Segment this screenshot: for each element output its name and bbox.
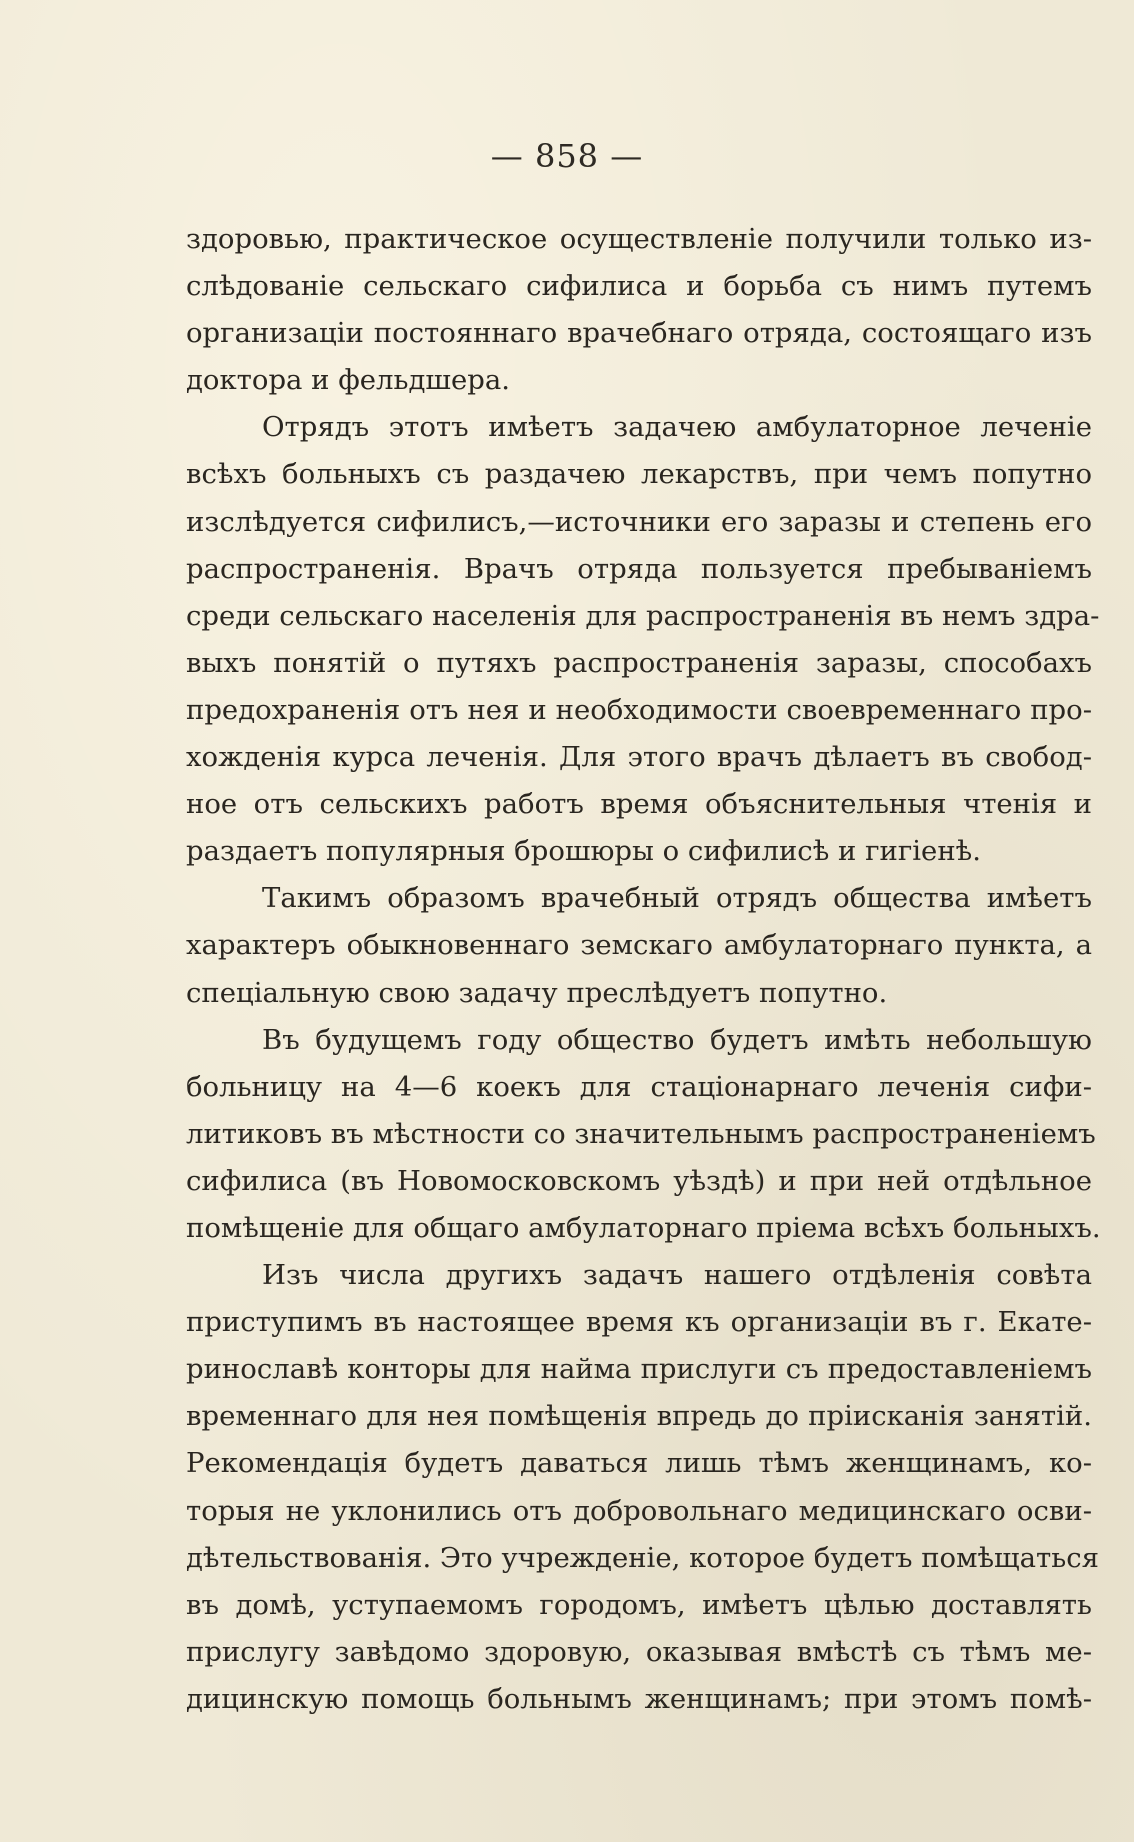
text-line: въ домѣ, уступаемомъ городомъ, имѣетъ цѣлью доставлять [186, 1588, 1092, 1621]
text-line: ное отъ сельскихъ работъ время объяснительныя чтенія и [186, 788, 1092, 821]
text-line: предохраненія отъ нея и необходимости своевременнаго про- [186, 693, 1092, 726]
text-line: раздаетъ популярныя брошюры о сифилисѣ и гигіенѣ. [186, 835, 981, 868]
text-line: организаціи постояннаго врачебнаго отряда, состоящаго изъ [186, 317, 1092, 350]
text-line: изслѣдуется сифилисъ,—источники его заразы и степень его [186, 505, 1092, 538]
text-line: Изъ числа другихъ задачъ нашего отдѣленія совѣта [262, 1259, 1092, 1292]
text-line: Такимъ образомъ врачебный отрядъ общества имѣетъ [262, 882, 1092, 915]
text-line: приступимъ въ настоящее время къ организаціи въ г. Екате- [186, 1306, 1092, 1339]
text-line: выхъ понятій о путяхъ распространенія заразы, способахъ [186, 646, 1092, 679]
text-line: доктора и фельдшера. [186, 364, 511, 397]
text-line: сифилиса (въ Новомосковскомъ уѣздѣ) и при ней отдѣльное [186, 1164, 1092, 1197]
text-line: здоровью, практическое осуществленіе получили только из- [186, 223, 1092, 255]
text-line: Отрядъ этотъ имѣетъ задачею амбулаторное леченіе [262, 411, 1092, 444]
text-line: литиковъ въ мѣстности со значительнымъ распространеніемъ [186, 1117, 1096, 1150]
text-line: хожденія курса леченія. Для этого врачъ дѣлаетъ въ свобод- [186, 741, 1092, 774]
text-line: спеціальную свою задачу преслѣдуетъ попутно. [186, 976, 888, 1009]
paragraph-1 [186, 216, 1092, 404]
paragraph-5 [186, 1252, 1099, 1723]
text-line: временнаго для нея помѣщенія впредь до пріисканія занятій. [186, 1400, 1092, 1433]
text-line: Рекомендація будетъ даваться лишь тѣмъ женщинамъ, ко- [186, 1447, 1092, 1480]
paragraph-2 [186, 404, 1100, 875]
text-line: всѣхъ больныхъ съ раздачею лекарствъ, при чемъ попутно [186, 458, 1092, 491]
page-number: — 858 — [490, 137, 644, 175]
paragraph-4 [186, 1017, 1101, 1252]
paragraph-3 [186, 875, 1092, 1016]
text-line: дѣтельствованія. Это учрежденіе, которое будетъ помѣщаться [186, 1541, 1099, 1574]
text-line: распространенія. Врачъ отряда пользуется пребываніемъ [186, 552, 1092, 585]
text-line: помѣщеніе для общаго амбулаторнаго пріема всѣхъ больныхъ. [186, 1211, 1101, 1244]
text-line: Въ будущемъ году общество будетъ имѣть небольшую [262, 1023, 1092, 1056]
text-line: торыя не уклонились отъ добровольнаго медицинскаго осви- [186, 1494, 1092, 1527]
text-line: среди сельскаго населенія для распространенія въ немъ здра- [186, 599, 1100, 632]
text-line: слѣдованіе сельскаго сифилиса и борьба съ нимъ путемъ [186, 270, 1092, 303]
text-line: больницу на 4—6 коекъ для стаціонарнаго леченія сифи- [186, 1070, 1092, 1103]
text-line: ринославѣ конторы для найма прислуги съ предоставленіемъ [186, 1353, 1092, 1386]
text-line: характеръ обыкновеннаго земскаго амбулаторнаго пункта, а [186, 929, 1092, 962]
text-line: прислугу завѣдомо здоровую, оказывая вмѣстѣ съ тѣмъ ме- [186, 1635, 1092, 1668]
body-text [186, 216, 1101, 1723]
text-line: дицинскую помощь больнымъ женщинамъ; при этомъ помѣ- [186, 1682, 1092, 1715]
